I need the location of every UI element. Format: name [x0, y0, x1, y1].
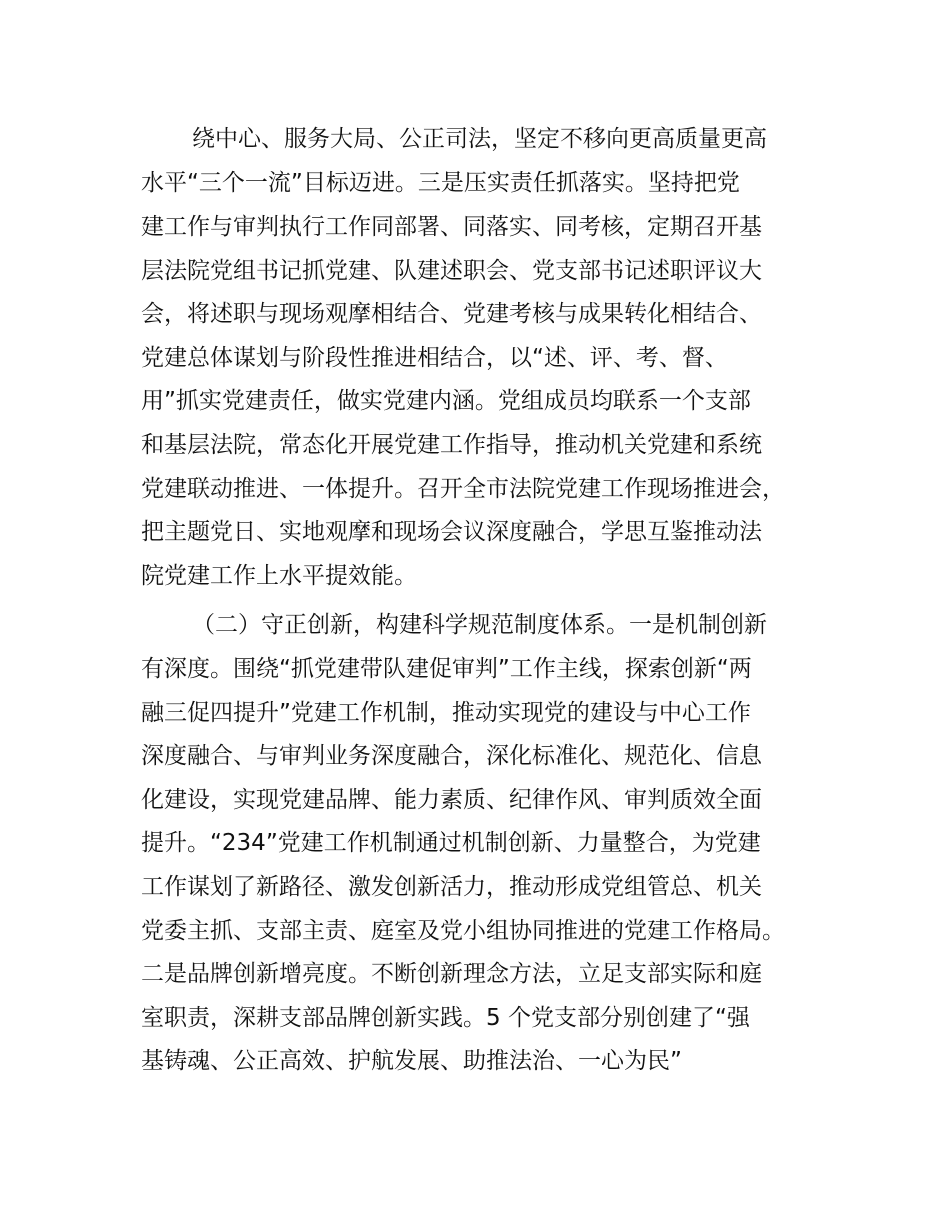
text-line: 深度融合、与审判业务深度融合，深化标准化、规范化、信息	[141, 743, 762, 769]
text-line: 建工作与审判执行工作同部署、同落实、同考核，定期召开基	[141, 214, 762, 240]
text-line: 党建总体谋划与阶段性推进相结合，以“述、评、考、督、	[141, 345, 728, 371]
text-line: 化建设，实现党建品牌、能力素质、纪律作风、审判质效全面	[141, 787, 762, 813]
text-line: 会，将述职与现场观摩相结合、党建考核与成果转化相结合、	[141, 301, 762, 327]
text-line: 二是品牌创新增亮度。不断创新理念方法，立足支部实际和庭	[141, 961, 762, 987]
text-line: 水平“三个一流”目标迈进。三是压实责任抓落实。坚持把党	[141, 170, 740, 196]
text-line: 室职责，深耕支部品牌创新实践。5 个党支部分别创建了“强	[141, 1005, 750, 1031]
text-line: 基铸魂、公正高效、护航发展、助推法治、一心为民”	[141, 1048, 682, 1074]
text-line: 融三促四提升”党建工作机制，推动实现党的建设与中心工作	[141, 700, 751, 726]
text-line: 院党建工作上水平提效能。	[141, 563, 417, 589]
text-line: 把主题党日、实地观摩和现场会议深度融合，学思互鉴推动法	[141, 519, 762, 545]
text-line: 用”抓实党建责任，做实党建内涵。党组成员均联系一个支部	[141, 388, 751, 414]
text-line: 绕中心、服务大局、公正司法，坚定不移向更高质量更高	[192, 126, 767, 152]
text-line: 和基层法院，常态化开展党建工作指导，推动机关党建和系统	[141, 432, 762, 458]
text-line: 提升。“234”党建工作机制通过机制创新、力量整合，为党建	[141, 830, 761, 856]
section-heading-line: （二）守正创新，构建科学规范制度体系。一是机制创新	[192, 612, 767, 638]
text-line: 党建联动推进、一体提升。召开全市法院党建工作现场推进会，	[141, 476, 785, 502]
text-line: 有深度。围绕“抓党建带队建促审判”工作主线，探索创新“两	[141, 656, 752, 682]
text-line: 党委主抓、支部主责、庭室及党小组协同推进的党建工作格局。	[141, 918, 785, 944]
text-line: 层法院党组书记抓党建、队建述职会、党支部书记述职评议大	[141, 258, 762, 284]
text-line: 工作谋划了新路径、激发创新活力，推动形成党组管总、机关	[141, 874, 762, 900]
